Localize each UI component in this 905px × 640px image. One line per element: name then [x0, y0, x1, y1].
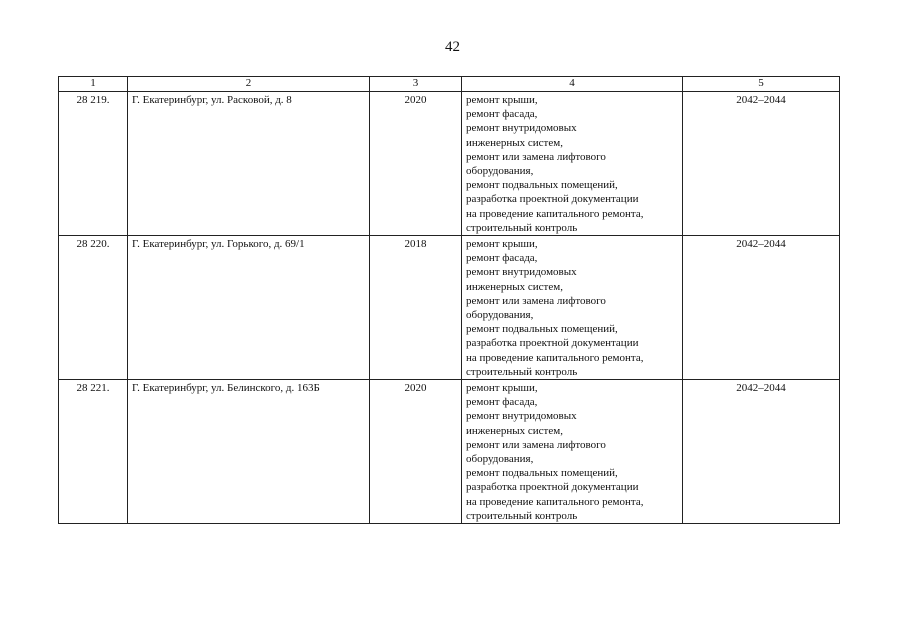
work-item: ремонт подвальных помещений,: [466, 467, 618, 480]
work-item: строительный контроль: [466, 365, 578, 378]
work-item: инженерных систем,: [466, 136, 563, 149]
table-row: [59, 380, 840, 524]
work-item: ремонт подвальных помещений,: [466, 179, 618, 192]
table-row: [59, 236, 840, 380]
row-period: 2042–2044: [683, 236, 840, 380]
header-col-1: 1: [59, 77, 128, 92]
table-row: [59, 92, 840, 236]
row-year: 2020: [370, 92, 462, 236]
work-item: строительный контроль: [466, 221, 578, 234]
work-item: ремонт крыши,: [466, 382, 538, 395]
repair-schedule-table: [58, 76, 840, 524]
work-item: на проведение капитального ремонта,: [466, 351, 644, 364]
work-item: разработка проектной документации: [466, 337, 639, 350]
work-item: ремонт внутридомовых: [466, 122, 577, 135]
work-item: ремонт крыши,: [466, 94, 538, 106]
work-item: на проведение капитального ремонта,: [466, 207, 644, 220]
work-item: инженерных систем,: [466, 280, 563, 293]
row-address: Г. Екатеринбург, ул. Расковой, д. 8: [128, 92, 370, 236]
work-item: ремонт фасада,: [466, 108, 538, 121]
work-item: оборудования,: [466, 453, 534, 466]
work-item: ремонт фасада,: [466, 396, 538, 409]
work-item: ремонт или замена лифтового: [466, 294, 606, 307]
work-item: ремонт внутридомовых: [466, 266, 577, 279]
work-item: ремонт или замена лифтового: [466, 438, 606, 451]
header-col-3: 3: [370, 77, 462, 92]
header-col-4: 4: [462, 77, 683, 92]
row-works: [462, 380, 683, 524]
work-item: на проведение капитального ремонта,: [466, 495, 644, 508]
work-item: ремонт подвальных помещений,: [466, 323, 618, 336]
page-number: 42: [445, 39, 460, 55]
row-number: 28 221.: [59, 380, 128, 524]
work-item: ремонт внутридомовых: [466, 410, 577, 423]
row-address: Г. Екатеринбург, ул. Горького, д. 69/1: [128, 236, 370, 380]
row-number: 28 220.: [59, 236, 128, 380]
row-period: 2042–2044: [683, 380, 840, 524]
header-col-5: 5: [683, 77, 840, 92]
row-year: 2020: [370, 380, 462, 524]
row-period: 2042–2044: [683, 92, 840, 236]
row-works: [462, 236, 683, 380]
work-item: разработка проектной документации: [466, 481, 639, 494]
header-col-2: 2: [128, 77, 370, 92]
work-item: ремонт крыши,: [466, 238, 538, 251]
work-item: ремонт фасада,: [466, 252, 538, 265]
work-item: ремонт или замена лифтового: [466, 150, 606, 163]
row-year: 2018: [370, 236, 462, 380]
work-item: разработка проектной документации: [466, 193, 639, 206]
row-number: 28 219.: [59, 92, 128, 236]
work-item: оборудования,: [466, 165, 534, 178]
work-item: инженерных систем,: [466, 424, 563, 437]
table-header-row: [59, 77, 840, 92]
work-item: оборудования,: [466, 309, 534, 322]
work-item: строительный контроль: [466, 509, 578, 522]
row-address: Г. Екатеринбург, ул. Белинского, д. 163Б: [128, 380, 370, 524]
row-works: [462, 92, 683, 236]
